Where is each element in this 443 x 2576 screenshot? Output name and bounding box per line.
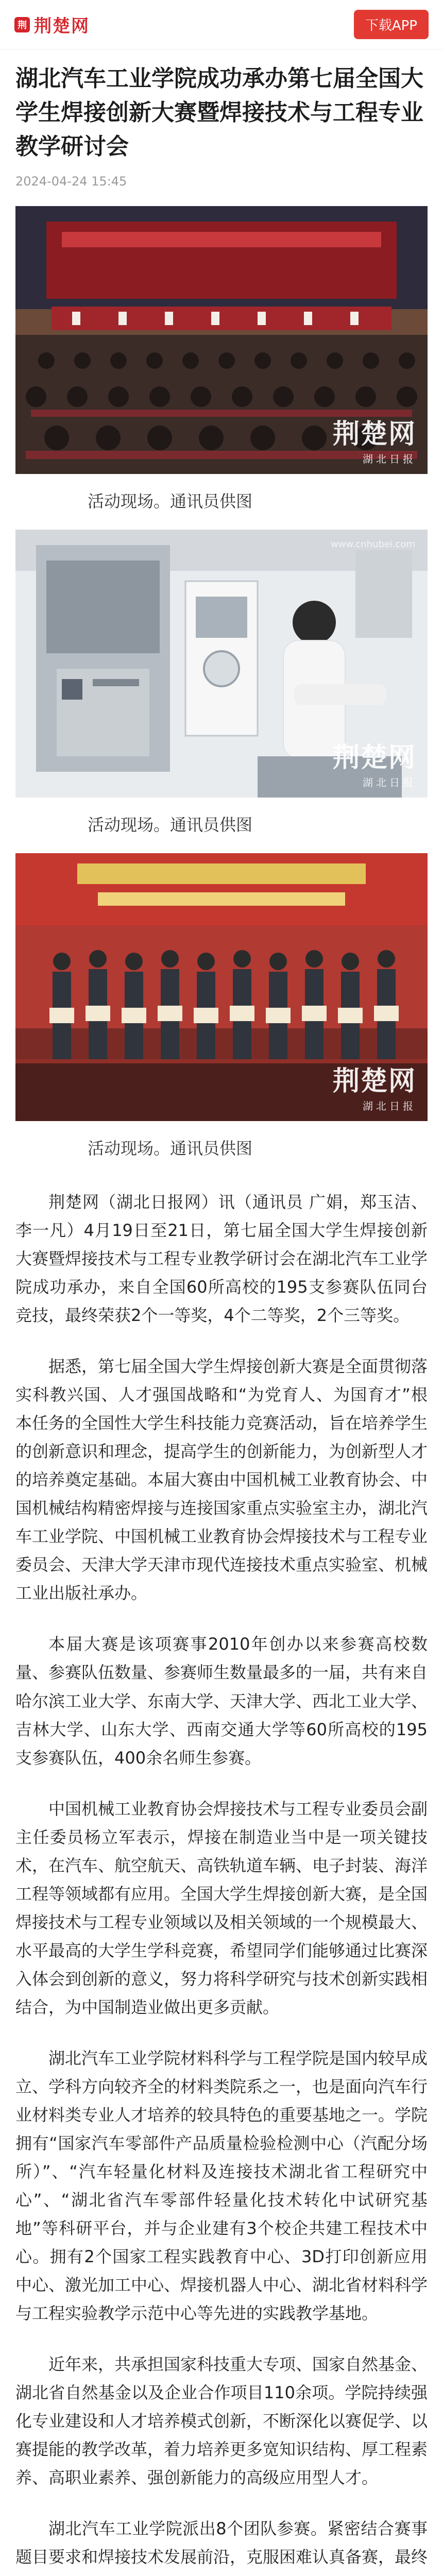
article-paragraph: 荆楚网（湖北日报网）讯（通讯员 广娟，郑玉洁、李一凡）4月19日至21日，第七届全国大学生焊接创新大赛暨焊接技术与工程专业教学研讨会在湖北汽车工业学院成功承办，来自全国60所高校的195支参赛队伍同台竞技，最终荣获2个一等奖，4个二等奖，2个三等奖。 [15,1192,428,1326]
article-paragraph: 湖北汽车工业学院派出8个团队参赛。紧密结合赛事题目要求和焊接技术发展前沿，克服困难认真备赛，最终 [15,2519,428,2567]
photo-2-watermark: 荆楚网 湖北日报 [332,742,416,789]
photo-block-1 [15,206,428,512]
article-paragraph: 湖北汽车工业学院材料科学与工程学院是国内较早成立、学科方向较齐全的材料类院系之一，也是面向汽车行业材料类专业人才培养的较具特色的重要基地之一。学院拥有“国家汽车零部件产品质量检验检测中心（汽配分场所）”、“汽车轻量化材料及连接技术湖北省工程研究中心”、“湖北省汽车零部件轻量化技术转化中试研究基地”等科研平台，并与企业建有3个校企共建工程技术中心。拥有2个国家工程实践教育中心、3D打印创新应用中心、激光加工中心、焊接机器人中心、湖北省材料科学与工程实验教学示范中心等先进的实践教学基地。 [15,2048,428,2324]
article-paragraph: 据悉，第七届全国大学生焊接创新大赛是全面贯彻落实科教兴国、人才强国战略和“为党育人、为国育才”根本任务的全国性大学生科技能力竞赛活动，旨在培养学生的创新意识和理念，提高学生的创新能力，为创新型人才的培养奠定基础。本届大赛由中国机械工业教育协会、中国机械结构精密焊接与连接国家重点实验室主办，湖北汽车工业学院、中国机械工业教育协会焊接技术与工程专业委员会、天津大学天津市现代连接技术重点实验室、机械工业出版社承办。 [15,1357,428,1603]
article-paragraph: 近年来，共承担国家科技重大专项、国家自然基金、湖北省自然基金以及企业合作项目110余项。学院持续强化专业建设和人才培养模式创新，不断深化以赛促学、以赛提能的教学改革，着力培养更多宽知识结构、厚工程素养、高职业素养、强创新能力的高级应用型人才。 [15,2354,428,2488]
article-paragraph: 本届大赛是该项赛事2010年创办以来参赛高校数量、参赛队伍数量、参赛师生数量最多的一届，共有来自哈尔滨工业大学、东南大学、天津大学、西北工业大学、吉林大学、山东大学、西南交通大学等60所高校的195支参赛队伍，400余名师生参赛。 [15,1634,428,1768]
download-app-button[interactable]: 下载APP [354,10,429,39]
photo-block-3 [15,853,428,1159]
article-photo-2[interactable] [15,530,428,798]
photo-1-watermark: 荆楚网 湖北日报 [332,418,416,465]
article-photo-3[interactable] [15,853,428,1121]
site-logo[interactable] [14,12,90,37]
photo-3-caption: 活动现场。通讯员供图 [88,1139,253,1158]
photo-2-caption: 活动现场。通讯员供图 [88,815,253,835]
publish-time: 2024-04-24 15:45 [15,174,127,189]
logo-text: 荆楚网 [34,16,90,37]
logo-seal-icon: 荆 [14,17,30,32]
article-title: 湖北汽车工业学院成功承办第七届全国大学生焊接创新大赛暨焊接技术与工程专业教学研讨会 [15,65,423,160]
photo-block-2 [15,530,428,836]
photo-2-url-watermark: www.cnhubei.com [330,539,415,550]
photo-1-caption: 活动现场。通讯员供图 [88,492,253,511]
top-bar [0,0,443,49]
article-paragraph: 中国机械工业教育协会焊接技术与工程专业委员会副主任委员杨立军表示，焊接在制造业当中是一项关键技术，在汽车、航空航天、高铁轨道车辆、电子封装、海洋工程等领域都有应用。全国大学生焊接创新大赛，是全国焊接技术与工程专业领域以及相关领域的一个规模最大、水平最高的大学生学科竞赛，希望同学们能够通过比赛深入体会到创新的意义，努力将科学研究与技术创新实践相结合，为中国制造业做出更多贡献。 [15,1799,428,2017]
article [15,49,428,2576]
photo-3-watermark: 荆楚网 湖北日报 [332,1065,416,1112]
article-photo-1[interactable] [15,206,428,474]
article-body [15,1188,428,2576]
